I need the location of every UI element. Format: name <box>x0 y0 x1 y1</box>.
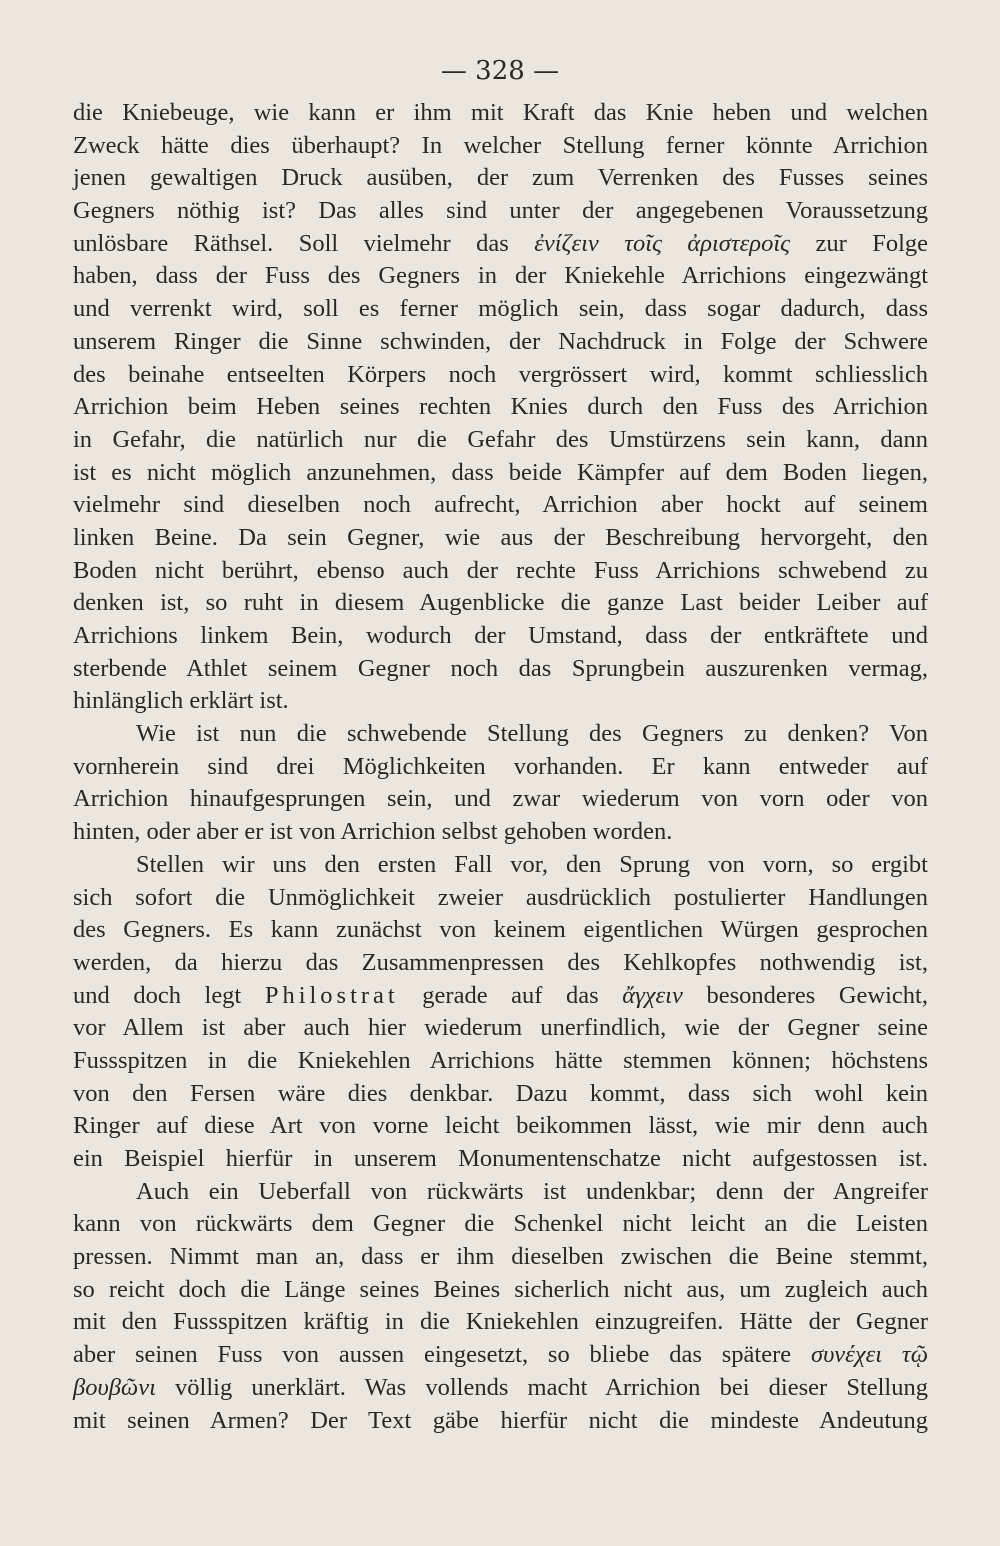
text-line <box>73 1110 928 1143</box>
text-segment: des beinahe entseelten Körpers noch vergrössert wird, kommt schliesslich <box>73 360 928 388</box>
text-segment: Wie ist nun die schwebende Stellung des Gegners zu denken? Von <box>136 720 928 748</box>
text-line <box>73 1306 928 1339</box>
text-segment: gerade auf das <box>398 981 623 1009</box>
text-segment: mit den Fussspitzen kräftig in die Kniekehlen einzugreifen. Hätte der Gegner <box>73 1308 928 1336</box>
page-number: — 328 — <box>440 56 560 86</box>
text-segment: von den Fersen wäre dies denkbar. Dazu kommt, dass sich wohl kein <box>73 1079 928 1107</box>
text-line <box>73 816 928 849</box>
text-segment: ein Beispiel hierfür in unserem Monumentenschatze nicht aufgestossen ist. <box>73 1145 928 1172</box>
text-line <box>73 914 928 947</box>
text-line <box>73 947 928 980</box>
text-line <box>73 522 928 555</box>
text-line <box>73 882 928 915</box>
text-line <box>73 555 928 588</box>
text-segment: werden, da hierzu das Zusammenpressen des Kehlkopfes nothwendig ist, <box>73 948 928 976</box>
text-line <box>73 718 928 751</box>
text-segment: Arrichion beim Heben seines rechten Knies durch den Fuss des Arrichion <box>73 393 928 421</box>
text-line <box>73 260 928 293</box>
greek-phrase: βουβῶνι <box>73 1373 156 1401</box>
text-segment: vornherein sind drei Möglichkeiten vorhanden. Er kann entweder auf <box>73 752 928 780</box>
text-line <box>73 1045 928 1078</box>
text-line <box>73 587 928 620</box>
text-line <box>73 1241 928 1274</box>
text-segment: Auch ein Ueberfall von rückwärts ist undenkbar; denn der Angreifer <box>136 1177 928 1205</box>
text-segment: haben, dass der Fuss des Gegners in der Kniekehle Arrichions eingezwängt <box>73 262 928 290</box>
text-segment: sterbende Athlet seinem Gegner noch das Sprungbein auszurenken vermag, <box>73 654 928 682</box>
text-segment: linken Beine. Da sein Gegner, wie aus der Beschreibung hervorgeht, den <box>73 523 928 551</box>
text-segment: pressen. Nimmt man an, dass er ihm dieselben zwischen die Beine stemmt, <box>73 1243 928 1271</box>
text-line <box>73 489 928 522</box>
text-segment: jenen gewaltigen Druck ausüben, der zum Verrenken des Fusses seines <box>73 164 928 192</box>
text-segment: mit seinen Armen? Der Text gäbe hierfür nicht die mindeste Andeutung <box>73 1406 928 1434</box>
greek-phrase: συνέχει τῷ <box>810 1341 928 1369</box>
text-line <box>73 1143 928 1176</box>
body-text <box>73 97 928 1437</box>
text-segment: vielmehr sind dieselben noch aufrecht, Arrichion aber hockt auf seinem <box>73 491 928 519</box>
text-line <box>73 849 928 882</box>
text-line <box>73 653 928 686</box>
text-line <box>73 424 928 457</box>
text-segment: die Kniebeuge, wie kann er ihm mit Kraft das Knie heben und welchen <box>73 99 928 126</box>
text-line <box>73 130 928 163</box>
text-segment: hinten, oder aber er ist von Arrichion selbst gehoben worden. <box>73 818 673 846</box>
text-segment: so reicht doch die Länge seines Beines sicherlich nicht aus, um zugleich auch <box>73 1275 928 1303</box>
text-segment: des Gegners. Es kann zunächst von keinem eigentlichen Würgen gesprochen <box>73 916 928 944</box>
text-segment: ist es nicht möglich anzunehmen, dass beide Kämpfer auf dem Boden liegen, <box>73 458 928 486</box>
text-line <box>73 685 928 718</box>
text-line <box>73 1078 928 1111</box>
text-line <box>73 97 928 130</box>
text-segment: völlig unerklärt. Was vollends macht Arrichion bei dieser Stellung <box>155 1373 928 1401</box>
text-line <box>73 457 928 490</box>
text-segment: Ringer auf diese Art von vorne leicht beikommen lässt, wie mir denn auch <box>73 1112 928 1140</box>
text-segment: Arrichion hinaufgesprungen sein, und zwar wiederum von vorn oder von <box>73 785 928 813</box>
text-line <box>73 326 928 359</box>
text-segment: denken ist, so ruht in diesem Augenblicke die ganze Last beider Leiber auf <box>73 589 928 617</box>
text-line <box>73 751 928 784</box>
text-segment: in Gefahr, die natürlich nur die Gefahr des Umstürzens sein kann, dann <box>73 425 928 453</box>
text-line <box>73 980 928 1013</box>
text-line <box>73 228 928 261</box>
text-line <box>73 783 928 816</box>
text-segment: aber seinen Fuss von aussen eingesetzt, so bliebe das spätere <box>73 1341 811 1369</box>
text-segment: unserem Ringer die Sinne schwinden, der Nachdruck in Folge der Schwere <box>73 327 928 355</box>
text-segment: Stellen wir uns den ersten Fall vor, den Sprung von vorn, so ergibt <box>136 850 928 878</box>
text-segment: vor Allem ist aber auch hier wiederum unerfindlich, wie der Gegner seine <box>73 1014 928 1042</box>
text-line <box>73 162 928 195</box>
text-segment: und doch legt <box>73 981 265 1009</box>
text-segment: hinlänglich erklärt ist. <box>73 687 289 715</box>
text-segment: und verrenkt wird, soll es ferner möglich sein, dass sogar dadurch, dass <box>73 295 928 323</box>
text-segment: kann von rückwärts dem Gegner die Schenkel nicht leicht an die Leisten <box>73 1210 928 1238</box>
text-line <box>73 1208 928 1241</box>
greek-phrase: ἄγχειν <box>622 981 683 1009</box>
text-segment: besonderes Gewicht, <box>682 981 928 1009</box>
text-line <box>73 1274 928 1307</box>
text-line <box>73 359 928 392</box>
text-segment: Boden nicht berührt, ebenso auch der rechte Fuss Arrichions schwebend zu <box>73 556 928 584</box>
text-line <box>73 195 928 228</box>
text-line <box>73 391 928 424</box>
text-line <box>73 1372 928 1405</box>
text-segment: zur Folge <box>790 229 929 257</box>
text-line <box>73 1176 928 1209</box>
text-line <box>73 1339 928 1372</box>
text-line <box>73 1012 928 1045</box>
text-line <box>73 293 928 326</box>
text-segment: Zweck hätte dies überhaupt? In welcher Stellung ferner könnte Arrichion <box>73 131 928 159</box>
text-line <box>73 620 928 653</box>
text-segment: unlösbare Räthsel. Soll vielmehr das <box>73 229 535 257</box>
text-segment: Gegners nöthig ist? Das alles sind unter der angegebenen Voraussetzung <box>73 197 928 225</box>
text-line <box>73 1405 928 1438</box>
greek-phrase: ἐνίζειν τοῖς ἀριστεροῖς <box>534 229 791 257</box>
text-segment: sich sofort die Unmöglichkeit zweier ausdrücklich postulierter Handlungen <box>73 883 928 911</box>
text-segment: Fussspitzen in die Kniekehlen Arrichions hätte stemmen können; höchstens <box>73 1046 928 1074</box>
author-name: Philostrat <box>264 981 399 1009</box>
text-segment: Arrichions linkem Bein, wodurch der Umstand, dass der entkräftete und <box>73 622 928 649</box>
